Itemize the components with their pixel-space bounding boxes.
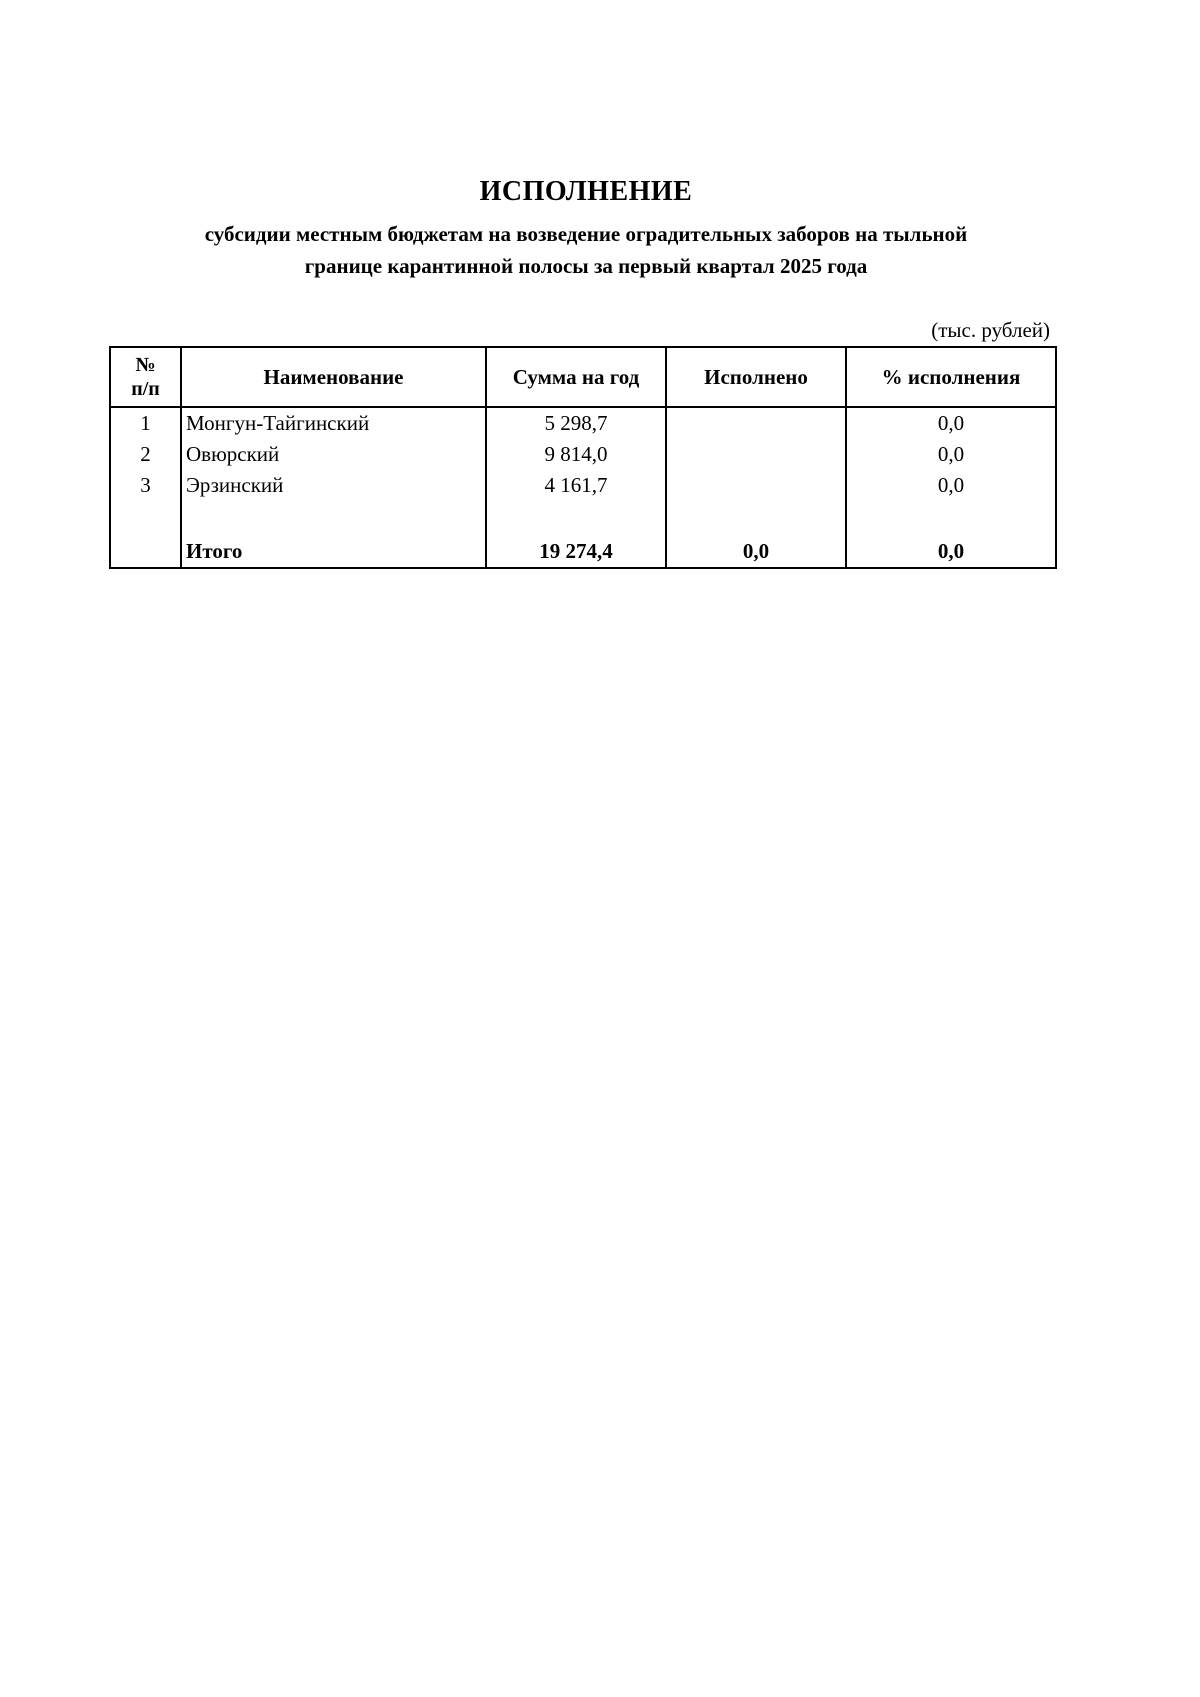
row-num: 2 [110,439,181,470]
header-num-line-1: № [135,354,156,376]
table-spacer-row [110,501,1056,535]
subtitle-line-1: субсидии местным бюджетам на возведение оградительных заборов на тыльной [204,222,968,246]
row-name: Овюрский [181,439,486,470]
header-done: Исполнено [666,347,846,407]
total-done: 0,0 [666,535,846,568]
subtitle-line-2: границе карантинной полосы за первый квартал 2025 года [304,254,868,278]
table-row [110,439,1056,470]
row-sum: 5 298,7 [486,407,666,439]
row-num: 3 [110,470,181,501]
document-subtitle [0,218,1172,282]
total-pct: 0,0 [846,535,1056,568]
table-header-row [110,347,1056,407]
header-name: Наименование [181,347,486,407]
execution-table [109,346,1057,569]
row-pct: 0,0 [846,407,1056,439]
table-total-row [110,535,1056,568]
table-row [110,407,1056,439]
row-name: Эрзинский [181,470,486,501]
total-sum: 19 274,4 [486,535,666,568]
header-pct: % исполнения [846,347,1056,407]
units-note: (тыс. рублей) [931,318,1050,342]
table-row [110,470,1056,501]
document-title: ИСПОЛНЕНИЕ [479,176,693,207]
row-done [666,470,846,501]
row-sum: 9 814,0 [486,439,666,470]
header-num-line-2: п/п [131,378,160,400]
row-sum: 4 161,7 [486,470,666,501]
row-pct: 0,0 [846,439,1056,470]
row-num: 1 [110,407,181,439]
header-num [110,347,181,407]
row-name: Монгун-Тайгинский [181,407,486,439]
header-sum: Сумма на год [486,347,666,407]
row-pct: 0,0 [846,470,1056,501]
row-done [666,407,846,439]
row-done [666,439,846,470]
total-label: Итого [181,535,486,568]
